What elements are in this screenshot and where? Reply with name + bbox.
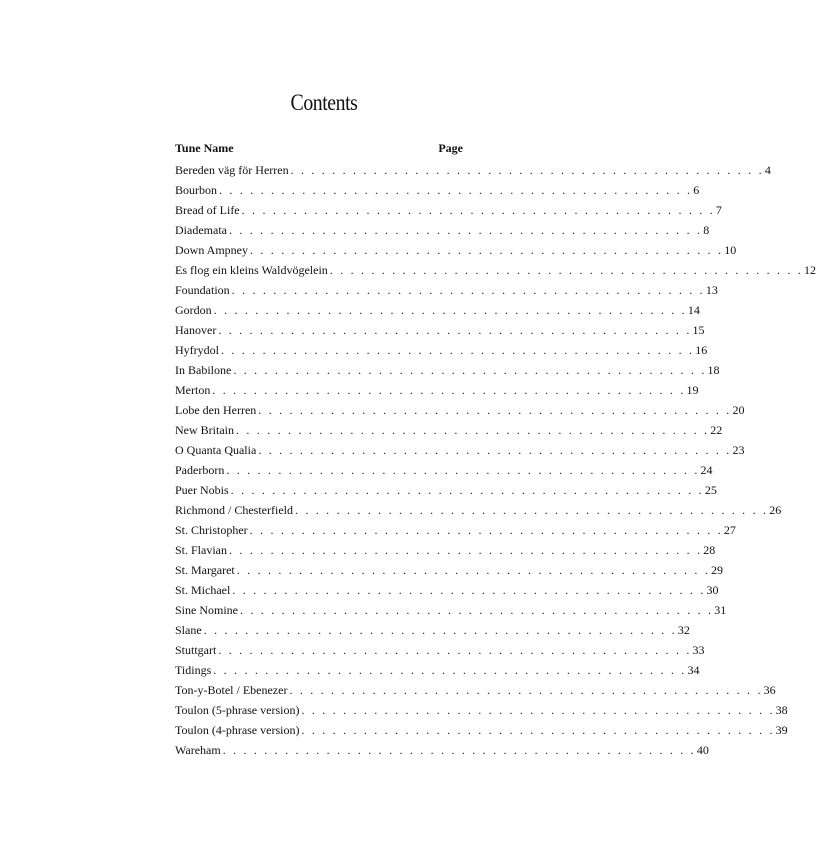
toc-entry[interactable] [175, 540, 716, 560]
page-number: 29 [710, 563, 723, 577]
dot-leader: . . . . . . . . . . . . . . . . . . . . . . . . . . . . . . . . . . . . . . . . . . . . . . [233, 363, 707, 377]
tune-name: Diademata [175, 223, 227, 237]
page-number: 18 [707, 363, 720, 377]
toc-header [175, 140, 463, 160]
tune-name: Down Ampney [175, 243, 248, 257]
tune-name: Bread of Life [175, 203, 240, 217]
dot-leader: . . . . . . . . . . . . . . . . . . . . . . . . . . . . . . . . . . . . . . . . . . . . . . [329, 263, 803, 277]
page-number: 22 [710, 423, 723, 437]
tune-name-column-header: Tune Name [175, 141, 234, 155]
tune-name: St. Michael [175, 583, 231, 597]
toc-entry[interactable] [175, 160, 771, 180]
dot-leader: . . . . . . . . . . . . . . . . . . . . . . . . . . . . . . . . . . . . . . . . . . . . . . [213, 663, 687, 677]
page-number: 36 [763, 683, 776, 697]
toc-entry[interactable] [175, 300, 700, 320]
dot-leader: . . . . . . . . . . . . . . . . . . . . . . . . . . . . . . . . . . . . . . . . . . . . . . [294, 503, 769, 517]
dot-leader: . . . . . . . . . . . . . . . . . . . . . . . . . . . . . . . . . . . . . . . . . . . . . . [221, 343, 695, 357]
dot-leader: . . . . . . . . . . . . . . . . . . . . . . . . . . . . . . . . . . . . . . . . . . . . . . [240, 603, 714, 617]
page-number: 26 [769, 503, 782, 517]
dot-leader: . . . . . . . . . . . . . . . . . . . . . . . . . . . . . . . . . . . . . . . . . . . . . . [219, 183, 693, 197]
tune-name: Stuttgart [175, 643, 217, 657]
page-number: 15 [692, 323, 705, 337]
tune-name: Es flog ein kleins Waldvögelein [175, 263, 328, 277]
page-number: 30 [706, 583, 719, 597]
tune-name: St. Margaret [175, 563, 235, 577]
page-number: 13 [705, 283, 718, 297]
tune-name: Tidings [175, 663, 212, 677]
toc-entry[interactable] [175, 720, 788, 740]
dot-leader: . . . . . . . . . . . . . . . . . . . . . . . . . . . . . . . . . . . . . . . . . . . . . . [218, 643, 692, 657]
tune-name: Gordon [175, 303, 212, 317]
tune-name: New Britain [175, 423, 234, 437]
page-number: 4 [764, 163, 771, 177]
dot-leader: . . . . . . . . . . . . . . . . . . . . . . . . . . . . . . . . . . . . . . . . . . . . . . [228, 223, 703, 237]
dot-leader: . . . . . . . . . . . . . . . . . . . . . . . . . . . . . . . . . . . . . . . . . . . . . . [212, 383, 686, 397]
toc-entry[interactable] [175, 580, 719, 600]
page-number: 6 [693, 183, 700, 197]
toc-entry[interactable] [175, 520, 736, 540]
dot-leader: . . . . . . . . . . . . . . . . . . . . . . . . . . . . . . . . . . . . . . . . . . . . . . [232, 583, 706, 597]
dot-leader: . . . . . . . . . . . . . . . . . . . . . . . . . . . . . . . . . . . . . . . . . . . . . . [241, 203, 715, 217]
tune-name: Wareham [175, 743, 221, 757]
toc-entry[interactable] [175, 500, 782, 520]
toc-entry[interactable] [175, 280, 718, 300]
page-number: 27 [723, 523, 736, 537]
page-number: 25 [704, 483, 717, 497]
page-number: 33 [692, 643, 705, 657]
tune-name: Merton [175, 383, 211, 397]
tune-name: Ton-y-Botel / Ebenezer [175, 683, 288, 697]
page-column-header: Page [438, 141, 463, 155]
toc-entry[interactable] [175, 660, 700, 680]
page-number: 34 [687, 663, 700, 677]
toc-entry[interactable] [175, 480, 717, 500]
toc-entry[interactable] [175, 220, 710, 240]
dot-leader: . . . . . . . . . . . . . . . . . . . . . . . . . . . . . . . . . . . . . . . . . . . . . . [203, 623, 677, 637]
dot-leader: . . . . . . . . . . . . . . . . . . . . . . . . . . . . . . . . . . . . . . . . . . . . . . [249, 523, 723, 537]
dot-leader: . . . . . . . . . . . . . . . . . . . . . . . . . . . . . . . . . . . . . . . . . . . . . . [258, 443, 732, 457]
tune-name: Hanover [175, 323, 217, 337]
page-title: Contents [290, 90, 358, 115]
dot-leader: . . . . . . . . . . . . . . . . . . . . . . . . . . . . . . . . . . . . . . . . . . . . . . [290, 163, 764, 177]
page-number: 16 [695, 343, 708, 357]
page-number: 19 [686, 383, 699, 397]
tune-name: Toulon (4-phrase version) [175, 723, 300, 737]
dot-leader: . . . . . . . . . . . . . . . . . . . . . . . . . . . . . . . . . . . . . . . . . . . . . . [231, 283, 705, 297]
dot-leader: . . . . . . . . . . . . . . . . . . . . . . . . . . . . . . . . . . . . . . . . . . . . . . [236, 563, 710, 577]
toc-entry[interactable] [175, 340, 708, 360]
page-number: 14 [687, 303, 700, 317]
tune-name: St. Christopher [175, 523, 248, 537]
tune-name: Puer Nobis [175, 483, 229, 497]
dot-leader: . . . . . . . . . . . . . . . . . . . . . . . . . . . . . . . . . . . . . . . . . . . . . . [301, 703, 775, 717]
tune-name: Richmond / Chesterfield [175, 503, 293, 517]
page-number: 8 [703, 223, 710, 237]
page-number: 28 [703, 543, 716, 557]
tune-name: O Quanta Qualia [175, 443, 257, 457]
toc-entry[interactable] [175, 700, 788, 720]
dot-leader: . . . . . . . . . . . . . . . . . . . . . . . . . . . . . . . . . . . . . . . . . . . . . . [301, 723, 775, 737]
tune-name: Bereden väg för Herren [175, 163, 289, 177]
toc-entry[interactable] [175, 740, 709, 760]
dot-leader: . . . . . . . . . . . . . . . . . . . . . . . . . . . . . . . . . . . . . . . . . . . . . . [229, 543, 703, 557]
toc-entry[interactable] [175, 180, 700, 200]
toc-entry[interactable] [175, 460, 713, 480]
tune-name: Hyfrydol [175, 343, 219, 357]
toc-entry[interactable] [175, 320, 705, 340]
tune-name: In Babilone [175, 363, 232, 377]
tune-name: Slane [175, 623, 202, 637]
page-number: 40 [696, 743, 709, 757]
dot-leader: . . . . . . . . . . . . . . . . . . . . . . . . . . . . . . . . . . . . . . . . . . . . . . [289, 683, 763, 697]
page-number: 32 [677, 623, 690, 637]
table-of-contents [175, 140, 816, 760]
tune-name: Lobe den Herren [175, 403, 257, 417]
toc-entry[interactable] [175, 640, 705, 660]
page-number: 38 [775, 703, 788, 717]
page-number: 10 [724, 243, 737, 257]
toc-entry[interactable] [175, 360, 720, 380]
toc-entry[interactable] [175, 200, 722, 220]
toc-entry[interactable] [175, 380, 699, 400]
dot-leader: . . . . . . . . . . . . . . . . . . . . . . . . . . . . . . . . . . . . . . . . . . . . . . [236, 423, 710, 437]
tune-name: Paderborn [175, 463, 225, 477]
page-number: 7 [715, 203, 722, 217]
tune-name: Bourbon [175, 183, 217, 197]
toc-entry[interactable] [175, 600, 727, 620]
dot-leader: . . . . . . . . . . . . . . . . . . . . . . . . . . . . . . . . . . . . . . . . . . . . . . [213, 303, 687, 317]
toc-entry[interactable] [175, 420, 723, 440]
dot-leader: . . . . . . . . . . . . . . . . . . . . . . . . . . . . . . . . . . . . . . . . . . . . . . [226, 463, 700, 477]
toc-entry[interactable] [175, 240, 737, 260]
tune-name: Toulon (5-phrase version) [175, 703, 300, 717]
page-number: 23 [732, 443, 745, 457]
toc-entry-list [175, 160, 816, 760]
tune-name: St. Flavian [175, 543, 228, 557]
toc-entry[interactable] [175, 440, 745, 460]
page-number: 24 [700, 463, 713, 477]
toc-entry[interactable] [175, 260, 816, 280]
page-number: 39 [775, 723, 788, 737]
dot-leader: . . . . . . . . . . . . . . . . . . . . . . . . . . . . . . . . . . . . . . . . . . . . . . [250, 243, 724, 257]
page-number: 12 [804, 263, 816, 277]
dot-leader: . . . . . . . . . . . . . . . . . . . . . . . . . . . . . . . . . . . . . . . . . . . . . . [218, 323, 692, 337]
toc-entry[interactable] [175, 560, 723, 580]
page-number: 20 [732, 403, 745, 417]
dot-leader: . . . . . . . . . . . . . . . . . . . . . . . . . . . . . . . . . . . . . . . . . . . . . . [230, 483, 704, 497]
dot-leader: . . . . . . . . . . . . . . . . . . . . . . . . . . . . . . . . . . . . . . . . . . . . . . [258, 403, 732, 417]
toc-entry[interactable] [175, 400, 745, 420]
toc-entry[interactable] [175, 620, 690, 640]
page-number: 31 [714, 603, 727, 617]
tune-name: Sine Nomine [175, 603, 238, 617]
tune-name: Foundation [175, 283, 230, 297]
dot-leader: . . . . . . . . . . . . . . . . . . . . . . . . . . . . . . . . . . . . . . . . . . . . . . [222, 743, 696, 757]
toc-entry[interactable] [175, 680, 776, 700]
